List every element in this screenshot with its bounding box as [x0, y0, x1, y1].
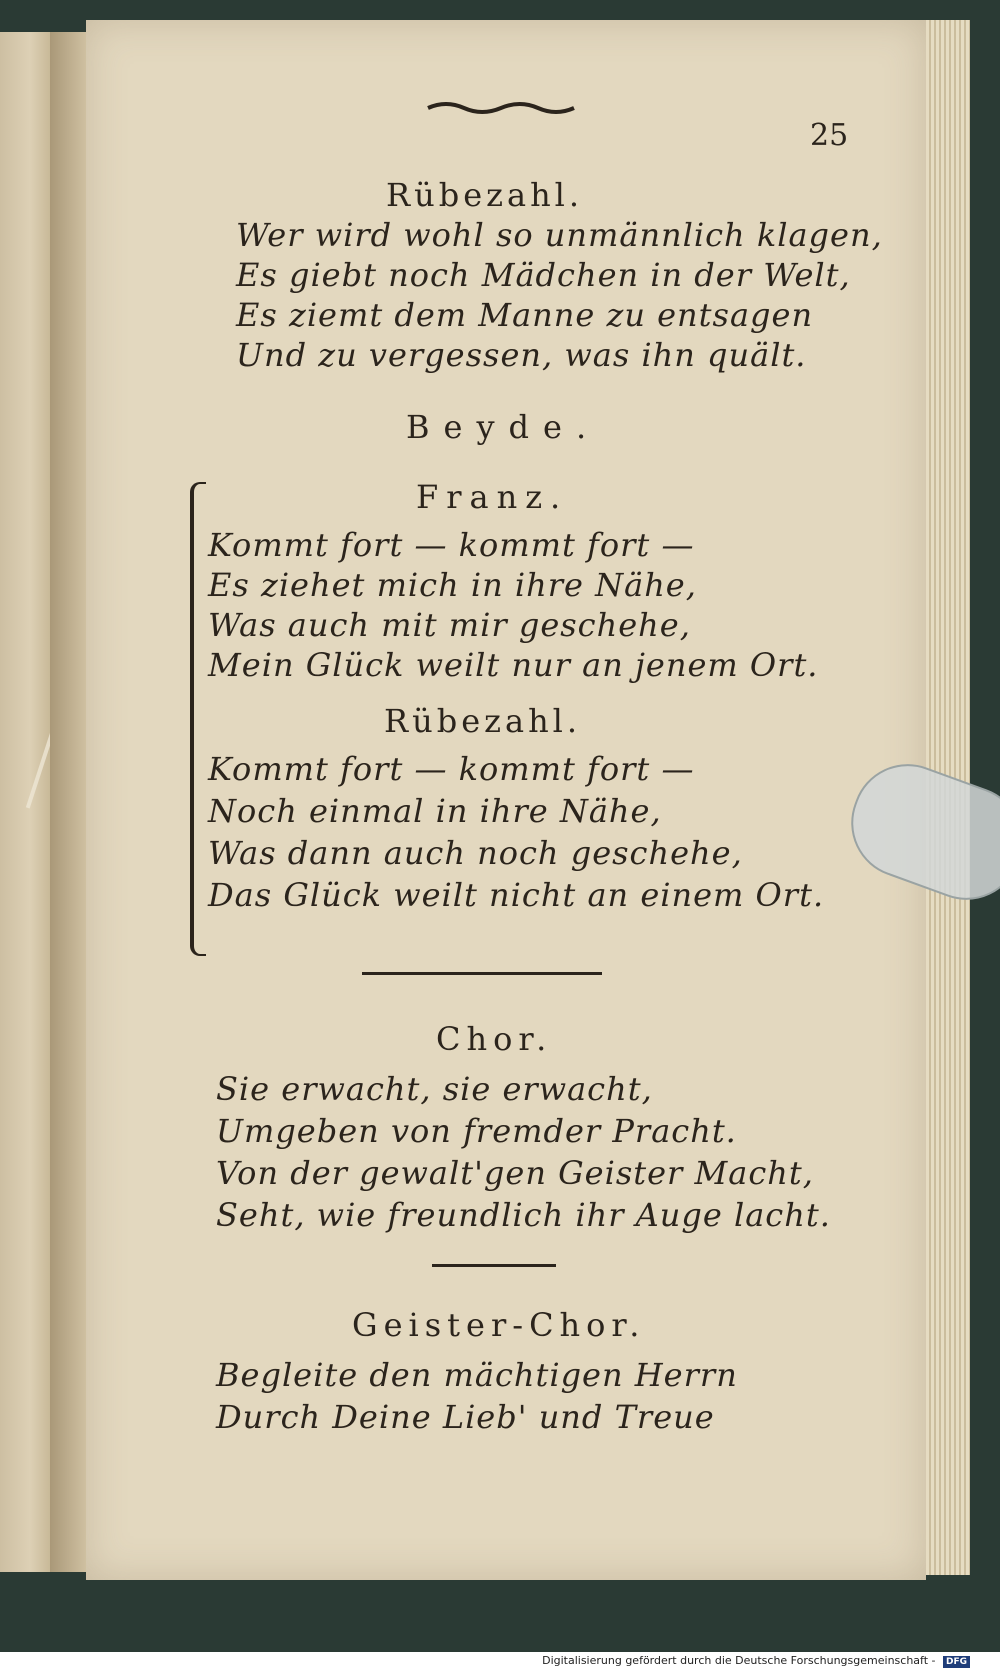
verse-line: Seht, wie freundlich ihr Auge lacht.	[216, 1196, 831, 1234]
verse-line: Es ziehet mich in ihre Nähe,	[208, 566, 697, 604]
verse-line: Begleite den mächtigen Herrn	[216, 1356, 738, 1394]
verse-line: Das Glück weilt nicht an einem Ort.	[208, 876, 825, 914]
left-page-edge	[0, 32, 52, 1572]
page-number: 25	[810, 118, 849, 153]
verse-line: Und zu vergessen, was ihn quält.	[236, 336, 807, 374]
ornament-flourish	[426, 98, 576, 118]
footer-text: Digitalisierung gefördert durch die Deutsche Forschungsgemeinschaft -	[542, 1654, 936, 1667]
section-divider	[362, 972, 602, 975]
bracket-brace	[190, 482, 206, 956]
page-content	[86, 20, 926, 1580]
speaker-franz: Franz.	[416, 478, 569, 516]
book-gutter	[50, 32, 86, 1572]
verse-line: Noch einmal in ihre Nähe,	[208, 792, 662, 830]
section-divider	[432, 1264, 556, 1267]
speaker-beyde: Beyde.	[406, 408, 601, 446]
verse-line: Kommt fort — kommt fort —	[208, 750, 695, 788]
verse-line: Umgeben von fremder Pracht.	[216, 1112, 737, 1150]
verse-line: Durch Deine Lieb' und Treue	[216, 1398, 715, 1436]
book-page	[86, 20, 926, 1580]
speaker-geister-chor: Geister-Chor.	[352, 1306, 646, 1344]
verse-line: Sie erwacht, sie erwacht,	[216, 1070, 653, 1108]
verse-line: Von der gewalt'gen Geister Macht,	[216, 1154, 814, 1192]
verse-line: Es ziemt dem Manne zu entsagen	[236, 296, 814, 334]
verse-line: Mein Glück weilt nur an jenem Ort.	[208, 646, 819, 684]
speaker-rubezahl-2: Rübezahl.	[384, 702, 582, 740]
dfg-logo: DFG	[943, 1656, 970, 1668]
speaker-chor: Chor.	[436, 1020, 553, 1058]
speaker-rubezahl-1: Rübezahl.	[386, 176, 584, 214]
footer-credit	[542, 1654, 970, 1668]
verse-line: Es giebt noch Mädchen in der Welt,	[236, 256, 851, 294]
verse-line: Wer wird wohl so unmännlich klagen,	[236, 216, 883, 254]
verse-line: Was dann auch noch geschehe,	[208, 834, 743, 872]
verse-line: Was auch mit mir geschehe,	[208, 606, 691, 644]
verse-line: Kommt fort — kommt fort —	[208, 526, 695, 564]
